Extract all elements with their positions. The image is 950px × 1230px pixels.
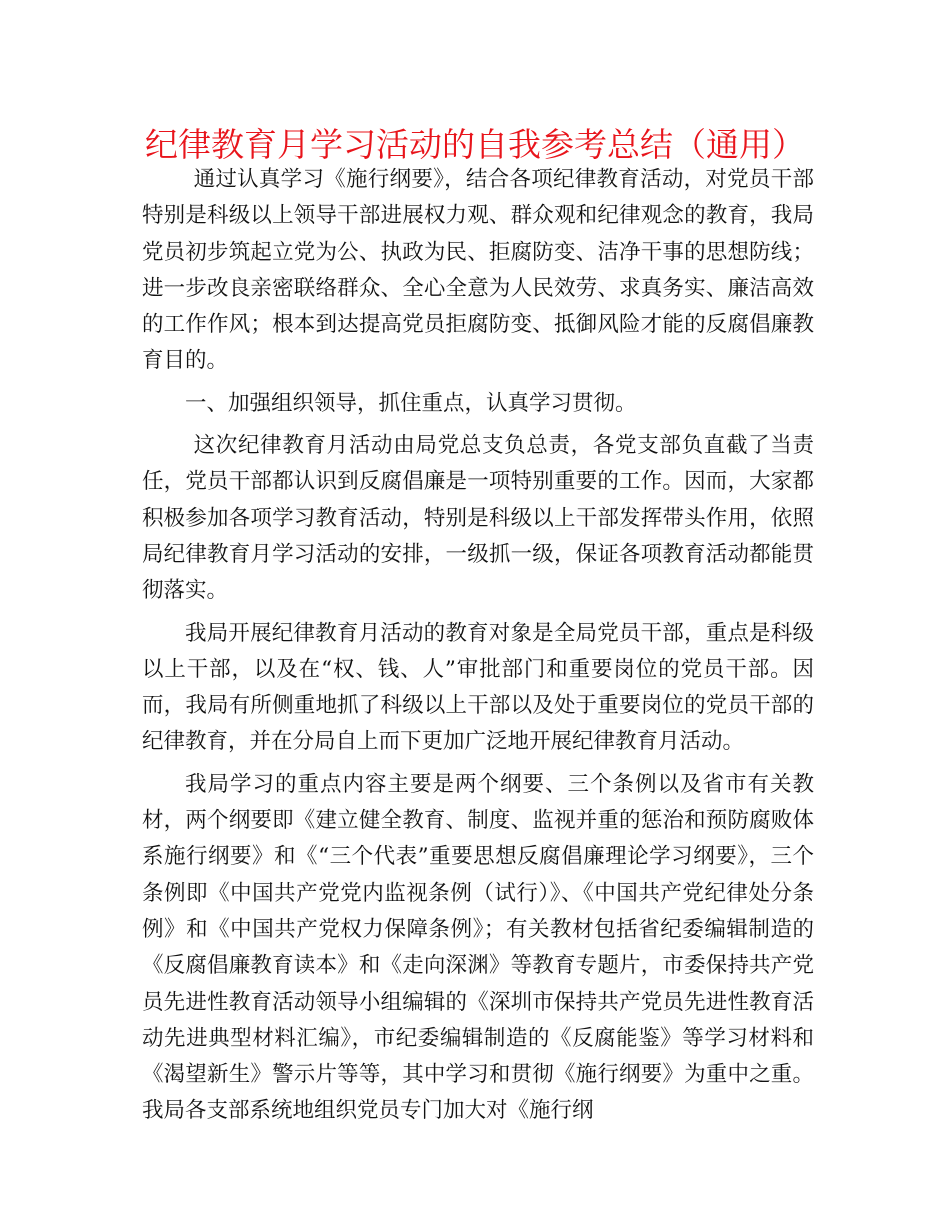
paragraph-responsibility: 这次纪律教育月活动由局党总支负总责，各党支部负直截了当责任，党员干部都认识到反腐倡廉是一项特别重要的工作。因而，大家都积极参加各项学习教育活动，特别是科级以上干部发挥带头作用，依照局纪律教育月学习活动的安排，一级抓一级，保证各项教育活动都能贯彻落实。 [142,433,814,604]
section-heading-1: 一、加强组织领导，抓住重点，认真学习贯彻。 [185,390,637,416]
paragraph-education-targets: 我局开展纪律教育月活动的教育对象是全局党员干部，重点是科级以上干部，以及在“权、钱、人”审批部门和重要岗位的党员干部。因而，我局有所侧重地抓了科级以上干部以及处于重要岗位的党员干部的纪律教育，并在分局自上而下更加广泛地开展纪律教育月活动。 [142,620,814,755]
paragraph-intro: 通过认真学习《施行纲要》，结合各项纪律教育活动，对党员干部特别是科级以上领导干部进展权力观、群众观和纪律观念的教育，我局党员初步筑起立党为公、执政为民、拒腐防变、洁净干事的思想防线；进一步改良亲密联络群众、全心全意为人民效劳、求真务实、廉洁高效的工作作风；根本到达提高党员拒腐防变、抵御风险才能的反腐倡廉教育目的。 [142,167,814,374]
paragraph-study-content: 我局学习的重点内容主要是两个纲要、三个条例以及省市有关教材，两个纲要即《建立健全教育、制度、监视并重的惩治和预防腐败体系施行纲要》和《“三个代表”重要思想反腐倡廉理论学习纲要》，三个条例即《中国共产党党内监视条例（试行）》、《中国共产党纪律处分条例》和《中国共产党权力保障条例》；有关教材包括省纪委编辑制造的《反腐倡廉教育读本》和《走向深渊》等教育专题片，市委保持共产党员先进性教育活动领导小组编辑的《深圳市保持共产党员先进性教育活动先进典型材料汇编》，市纪委编辑制造的《反腐能鉴》等学习材料和《渴望新生》警示片等等，其中学习和贯彻《施行纲要》为重中之重。我局各支部系统地组织党员专门加大对《施行纲 [142,771,814,1124]
document-body [142,162,814,1130]
document-title: 纪律教育月学习活动的自我参考总结（通用） [145,125,805,164]
